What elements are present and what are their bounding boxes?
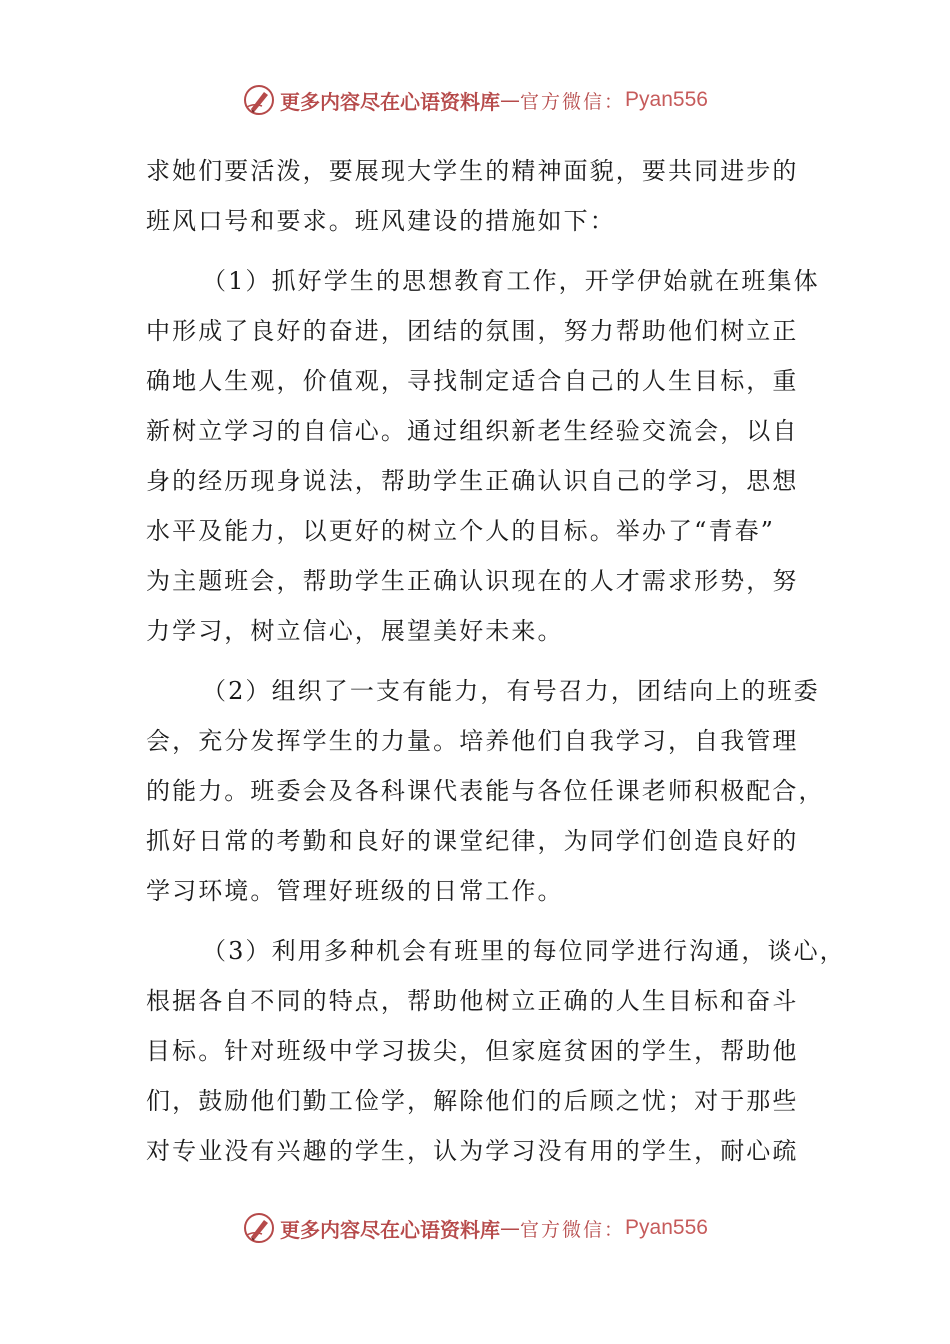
text-line: 抓好日常的考勤和良好的课堂纪律，为同学们创造良好的 xyxy=(146,827,799,855)
header-banner xyxy=(0,80,950,120)
text-line: 中形成了良好的奋进，团结的氛围，努力帮助他们树立正 xyxy=(146,317,799,345)
text-line: 会，充分发挥学生的力量。培养他们自我学习，自我管理 xyxy=(146,727,799,755)
text-line: 们，鼓励他们勤工俭学，解除他们的后顾之忧；对于那些 xyxy=(146,1087,799,1115)
header-wechat-id: Pyan556 xyxy=(625,88,708,111)
text-line: 根据各自不同的特点，帮助他树立正确的人生目标和奋斗 xyxy=(146,987,799,1015)
text-line: 确地人生观，价值观，寻找制定适合自己的人生目标，重 xyxy=(146,367,799,395)
text-line: 目标。针对班级中学习拔尖，但家庭贫困的学生，帮助他 xyxy=(146,1037,799,1065)
text-line: 学习环境。管理好班级的日常工作。 xyxy=(146,877,564,905)
text-line: 对专业没有兴趣的学生，认为学习没有用的学生，耐心疏 xyxy=(146,1137,799,1165)
footer-wechat-id: Pyan556 xyxy=(625,1216,708,1239)
footer-brand-text: 更多内容尽在心语资料库 xyxy=(280,1217,501,1242)
text-line: 班风口号和要求。班风建设的措施如下： xyxy=(146,207,616,235)
text-line: 的能力。班委会及各科课代表能与各位任课老师积极配合， xyxy=(146,777,825,805)
paragraph-3 xyxy=(146,926,846,1176)
text-line: 力学习，树立信心，展望美好未来。 xyxy=(146,617,564,645)
pen-logo-icon xyxy=(242,1211,276,1245)
text-line: 为主题班会，帮助学生正确认识现在的人才需求形势，努 xyxy=(146,567,799,595)
header-dash: — xyxy=(500,88,521,112)
intro-paragraph xyxy=(146,146,816,246)
paragraph-2 xyxy=(146,666,825,916)
text-line: 水平及能力，以更好的树立个人的目标。举办了“青春” xyxy=(146,517,776,545)
footer-banner xyxy=(0,1208,950,1248)
document-body xyxy=(146,146,846,1176)
paragraph-1 xyxy=(146,256,820,656)
footer-dash: — xyxy=(500,1216,521,1240)
text-line: （1）抓好学生的思想教育工作，开学伊始就在班集体 xyxy=(202,267,820,295)
text-line: （2）组织了一支有能力，有号召力，团结向上的班委 xyxy=(202,677,820,705)
text-line: 身的经历现身说法，帮助学生正确认识自己的学习，思想 xyxy=(146,467,799,495)
header-wechat-label: 官方微信： xyxy=(520,90,626,113)
pen-logo-icon xyxy=(242,83,276,117)
header-brand-text: 更多内容尽在心语资料库 xyxy=(280,89,501,114)
text-line: 新树立学习的自信心。通过组织新老生经验交流会，以自 xyxy=(146,417,799,445)
text-line: 求她们要活泼，要展现大学生的精神面貌，要共同进步的 xyxy=(146,157,799,185)
text-line: （3）利用多种机会有班里的每位同学进行沟通，谈心， xyxy=(202,937,846,965)
footer-wechat-label: 官方微信： xyxy=(520,1218,626,1241)
